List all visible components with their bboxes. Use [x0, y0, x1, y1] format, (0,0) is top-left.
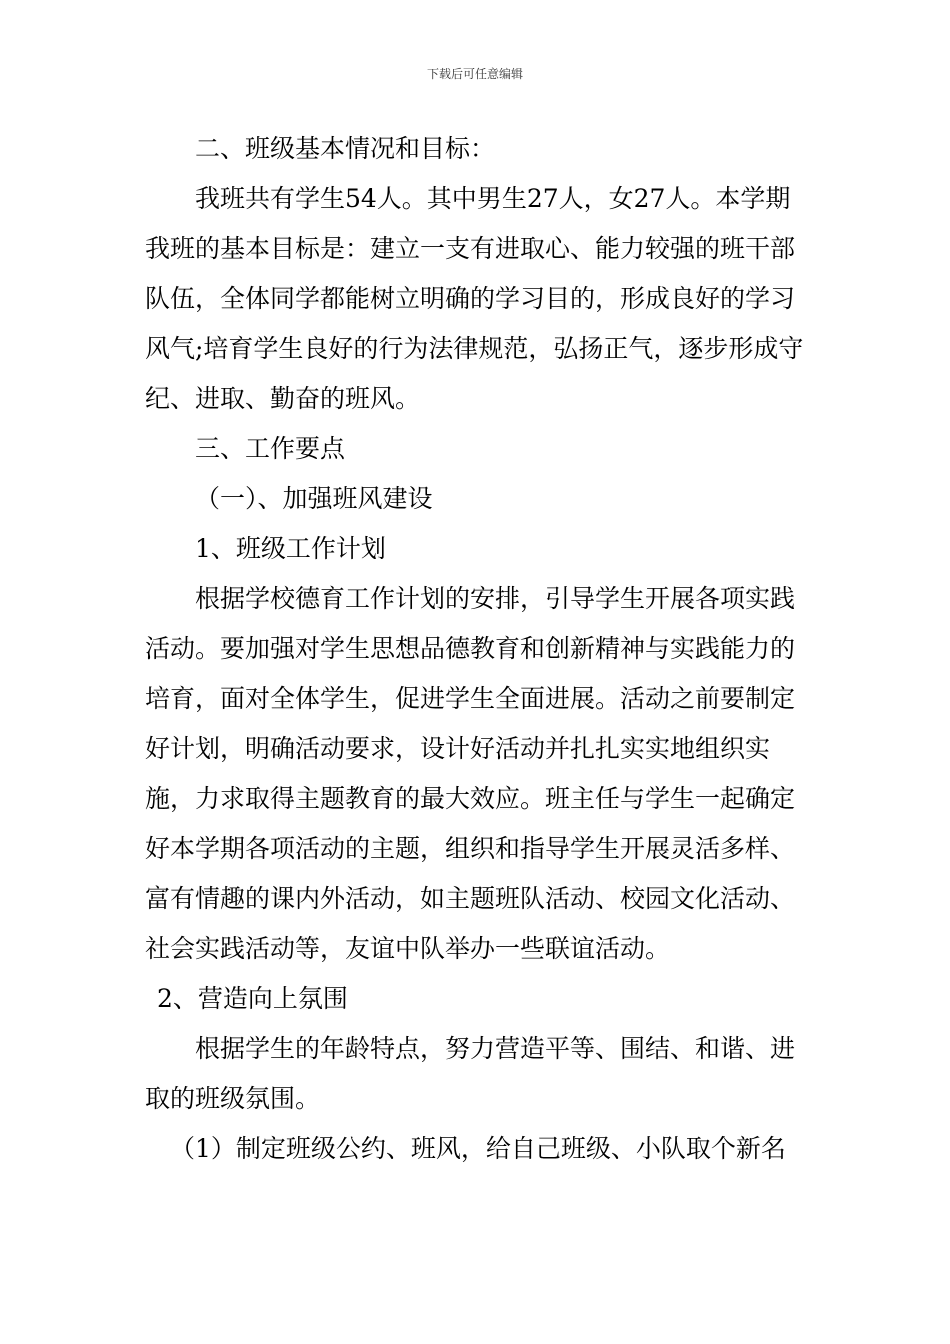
list-item-class-convention: （1）制定班级公约、班风，给自己班级、小队取个新名 [170, 1134, 786, 1163]
subsection-heading-class-spirit: （一）、加强班风建设 [195, 484, 433, 513]
paragraph-work-plan: 根据学校德育工作计划的安排，引导学生开展各项实践活动。要加强对学生思想品德教育和创新精神与实践能力的培育，面对全体学生，促进学生全面进展。活动之前要制定好计划，明确活动要求，设计好活动并扎扎实实地组织实施，力求取得主题教育的最大效应。班主任与学生一起确定好本学期各项活动的主题，组织和指导学生开展灵活多样、富有情趣的课内外活动，如主题班队活动、校园文化活动、社会实践活动等，友谊中队举办一些联谊活动。 [145, 584, 796, 963]
section-heading-class-info: 二、班级基本情况和目标： [195, 134, 496, 163]
section-heading-work-points: 三、工作要点 [195, 434, 346, 463]
item-heading-atmosphere: 2、营造向上氛围 [157, 984, 348, 1013]
paragraph-atmosphere: 根据学生的年龄特点，努力营造平等、围结、和谐、进取的班级氛围。 [145, 1034, 796, 1113]
page-header-note: 下载后可任意编辑 [426, 67, 523, 81]
paragraph-class-goals: 我班共有学生54人。其中男生27人，女27人。本学期我班的基本目标是：建立一支有进取心、能力较强的班干部队伍，全体同学都能树立明确的学习目的，形成良好的学习风气;培育学生良好的行为法律规范，弘扬正气，逐步形成守纪、进取、勤奋的班风。 [145, 184, 804, 413]
document-body [145, 124, 810, 1174]
item-heading-work-plan: 1、班级工作计划 [195, 534, 386, 563]
